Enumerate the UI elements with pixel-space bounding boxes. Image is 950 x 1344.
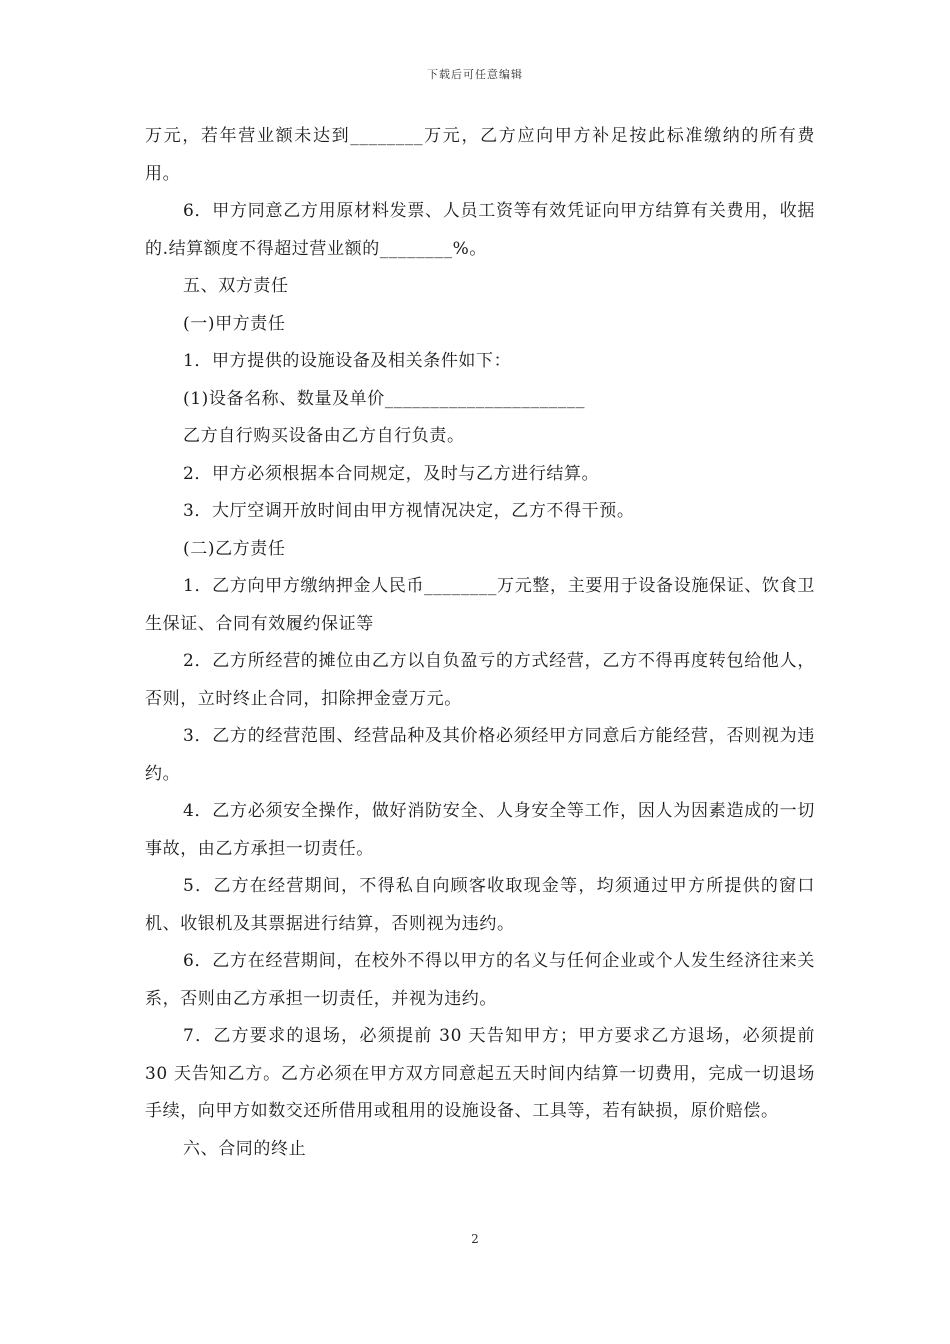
section-heading: 六、合同的终止: [183, 1138, 307, 1159]
paragraph: 3．乙方的经营范围、经营品种及其价格必须经甲方同意后方能经营，否则视为违约。: [145, 726, 815, 784]
paragraph: 5．乙方在经营期间，不得私自向顾客收取现金等，均须通过甲方所提供的窗口机、收银机及其票据进行结算，否则视为违约。: [145, 876, 815, 934]
section-heading: 五、双方责任: [183, 276, 289, 296]
document-body: [145, 118, 815, 1168]
paragraph: 1．甲方提供的设施设备及相关条件如下：: [183, 351, 512, 371]
paragraph: 3．大厅空调开放时间由甲方视情况决定，乙方不得干预。: [183, 501, 635, 521]
paragraph: 万元，若年营业额未达到________万元，乙方应向甲方补足按此标准缴纳的所有费用。: [145, 126, 815, 184]
subsection-heading: (二)乙方责任: [183, 538, 286, 559]
paragraph: 6．乙方在经营期间，在校外不得以甲方的名义与任何企业或个人发生经济往来关系，否则由乙方承担一切责任，并视为违约。: [145, 951, 815, 1009]
paragraph: 2．乙方所经营的摊位由乙方以自负盈亏的方式经营，乙方不得再度转包给他人，否则，立时终止合同，扣除押金壹万元。: [145, 651, 815, 709]
paragraph: 6．甲方同意乙方用原材料发票、人员工资等有效凭证向甲方结算有关费用，收据的.结算额度不得超过营业额的________%。: [145, 201, 815, 259]
paragraph: 2．甲方必须根据本合同规定，及时与乙方进行结算。: [183, 463, 600, 484]
paragraph: (1)设备名称、数量及单价______________________: [183, 388, 586, 409]
subsection-heading: (一)甲方责任: [183, 313, 286, 334]
paragraph: 4．乙方必须安全操作，做好消防安全、人身安全等工作，因人为因素造成的一切事故，由乙方承担一切责任。: [145, 801, 815, 859]
paragraph: 1．乙方向甲方缴纳押金人民币________万元整，主要用于设备设施保证、饮食卫生保证、合同有效履约保证等: [145, 576, 815, 634]
paragraph: 7．乙方要求的退场，必须提前 30 天告知甲方；甲方要求乙方退场，必须提前 30 天告知乙方。乙方必须在甲方双方同意起五天时间内结算一切费用，完成一切退场手续，向甲方如数交还所借用或租用的设施设备、工具等，若有缺损，原价赔偿。: [145, 1026, 815, 1121]
page-number: 2: [471, 1232, 479, 1246]
page-header: 下载后可任意编辑: [427, 68, 523, 81]
paragraph: 乙方自行购买设备由乙方自行负责。: [183, 426, 465, 446]
